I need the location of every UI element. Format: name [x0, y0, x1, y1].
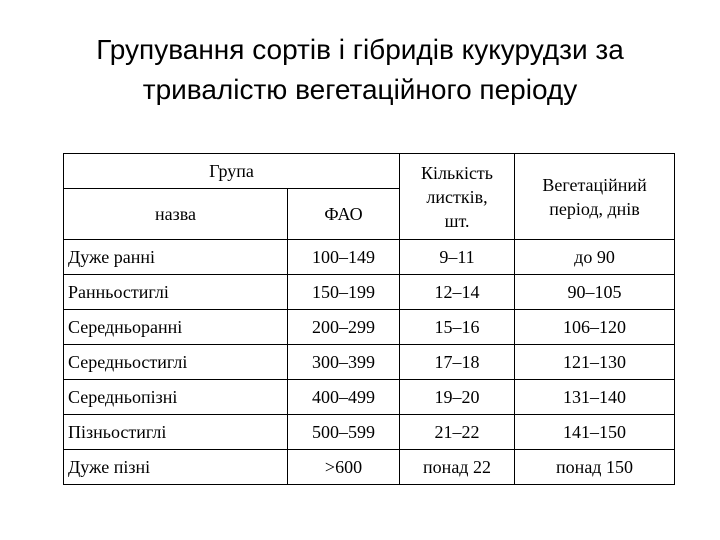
header-name: назва [64, 189, 288, 240]
cell-name: Пізньостиглі [64, 415, 288, 450]
table-row [64, 240, 675, 275]
header-vegetation-period [515, 154, 675, 240]
table-row [64, 450, 675, 485]
cell-fao: 150–199 [288, 275, 400, 310]
header-group: Група [64, 154, 400, 189]
cell-period: 131–140 [515, 380, 675, 415]
cell-period: 90–105 [515, 275, 675, 310]
header-leaves-line-3: шт. [444, 210, 470, 231]
cell-leaves: 17–18 [400, 345, 515, 380]
slide-title-line-2: тривалістю вегетаційного періоду [142, 74, 578, 105]
cell-fao: 300–399 [288, 345, 400, 380]
header-period-line-2: період, днів [549, 198, 640, 219]
cell-fao: 500–599 [288, 415, 400, 450]
slide-title [0, 30, 720, 110]
table-row [64, 415, 675, 450]
cell-period: 141–150 [515, 415, 675, 450]
header-fao: ФАО [288, 189, 400, 240]
cell-period: 121–130 [515, 345, 675, 380]
cell-leaves: 9–11 [400, 240, 515, 275]
table-row [64, 310, 675, 345]
cell-leaves: 19–20 [400, 380, 515, 415]
table-row [64, 380, 675, 415]
cell-name: Дуже пізні [64, 450, 288, 485]
cell-name: Ранньостиглі [64, 275, 288, 310]
cell-fao: 400–499 [288, 380, 400, 415]
table-row [64, 275, 675, 310]
cell-fao: >600 [288, 450, 400, 485]
cell-period: понад 150 [515, 450, 675, 485]
cell-leaves: 21–22 [400, 415, 515, 450]
cell-fao: 200–299 [288, 310, 400, 345]
cell-name: Дуже ранні [64, 240, 288, 275]
header-leaves-line-2: листків, [426, 186, 488, 207]
cell-leaves: 15–16 [400, 310, 515, 345]
table-header-row-1 [64, 154, 675, 189]
cell-name: Середньоранні [64, 310, 288, 345]
cell-name: Середньостиглі [64, 345, 288, 380]
header-period-line-1: Вегетаційний [542, 174, 647, 195]
cell-name: Середньопізні [64, 380, 288, 415]
slide-title-line-1: Групування сортів і гібридів кукурудзи за [96, 34, 624, 65]
table-row [64, 345, 675, 380]
maize-group-table [63, 153, 675, 485]
header-leaves-count [400, 154, 515, 240]
cell-leaves: понад 22 [400, 450, 515, 485]
cell-leaves: 12–14 [400, 275, 515, 310]
cell-period: 106–120 [515, 310, 675, 345]
header-leaves-line-1: Кількість [421, 162, 494, 183]
cell-period: до 90 [515, 240, 675, 275]
cell-fao: 100–149 [288, 240, 400, 275]
